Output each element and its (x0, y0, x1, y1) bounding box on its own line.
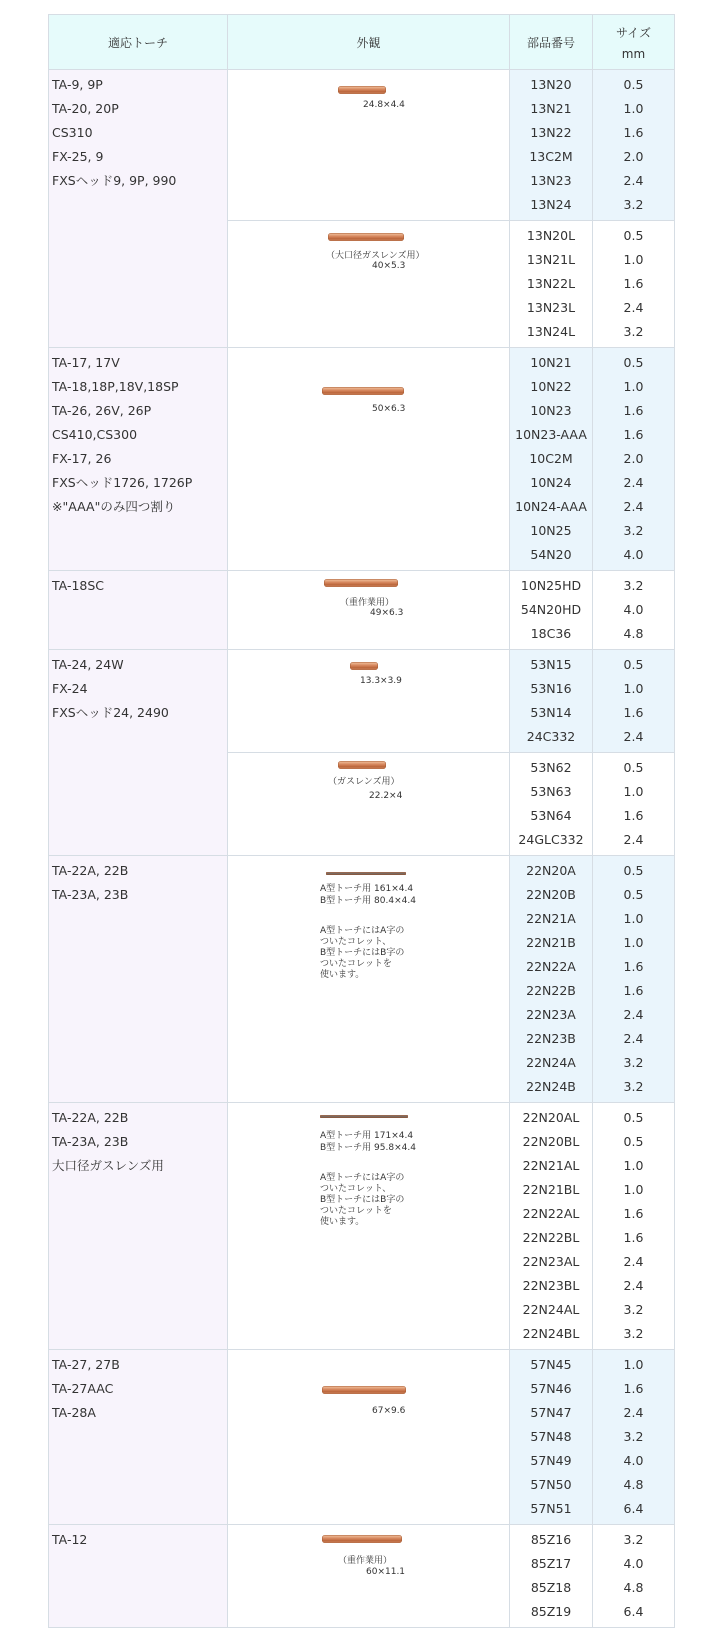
collet-figure (228, 650, 509, 752)
part-number: 85Z19 (530, 1604, 572, 1619)
dimension-caption: 40×5.3 (372, 261, 406, 271)
size-value: 2.4 (623, 475, 644, 490)
part-number: 57N47 (530, 1405, 572, 1420)
usage-note: ついたコレット、 (320, 937, 392, 947)
part-number: 10N24 (530, 475, 572, 490)
size-value: 1.6 (623, 1230, 644, 1245)
torch-model: TA-12 (52, 1532, 88, 1547)
torch-model: 大口径ガスレンズ用 (52, 1158, 164, 1173)
size-value: 1.6 (623, 808, 644, 823)
part-number: 57N50 (530, 1477, 572, 1492)
part-number: 57N48 (530, 1429, 572, 1444)
size-value: 2.0 (623, 149, 644, 164)
size-value: 2.4 (623, 1031, 644, 1046)
table-row (49, 1103, 675, 1350)
collet-image (326, 872, 406, 875)
appearance-cell (228, 753, 510, 856)
part-number: 13N22 (530, 125, 572, 140)
size-value: 2.4 (623, 499, 644, 514)
size-cell (593, 221, 675, 348)
collet-table (48, 14, 675, 1628)
table-row (49, 856, 675, 1103)
size-cell (593, 1525, 675, 1628)
table-row (49, 70, 675, 221)
size-value: 1.6 (623, 1381, 644, 1396)
size-value: 2.4 (623, 1254, 644, 1269)
part-number: 57N49 (530, 1453, 572, 1468)
dimension-caption: 22.2×4 (369, 791, 403, 801)
usage-caption: （大口径ガスレンズ用） (326, 251, 425, 261)
collet-image (324, 579, 398, 587)
part-number: 53N62 (530, 760, 572, 775)
collet-image (328, 233, 404, 241)
torch-model: TA-23A, 23B (52, 1134, 129, 1149)
part-number: 54N20 (530, 547, 572, 562)
part-number: 57N45 (530, 1357, 572, 1372)
usage-caption: （ガスレンズ用） (328, 777, 400, 787)
part-number: 13N24L (526, 324, 576, 339)
collet-image (320, 1115, 408, 1118)
usage-note: B型トーチにはB字の (320, 1195, 405, 1205)
size-value: 4.0 (623, 602, 644, 617)
usage-note: A型トーチにはA字の (320, 1173, 405, 1183)
size-value: 2.4 (623, 1007, 644, 1022)
torch-model: TA-24, 24W (52, 657, 124, 672)
torch-model: FXSヘッド9, 9P, 990 (52, 173, 177, 188)
part-number: 22N20A (526, 863, 576, 878)
torch-model: ※"AAA"のみ四つ割り (52, 499, 176, 514)
dimension-caption: 60×11.1 (366, 1567, 406, 1577)
appearance-cell (228, 1103, 510, 1350)
size-value: 3.2 (623, 1055, 644, 1070)
appearance-cell (228, 1525, 510, 1628)
collet-figure (228, 856, 509, 1102)
torch-cell (49, 70, 228, 348)
size-value: 6.4 (623, 1501, 644, 1516)
part-number: 22N24AL (522, 1302, 580, 1317)
part-number: 85Z18 (530, 1580, 572, 1595)
size-value: 1.0 (623, 1182, 644, 1197)
part-number: 57N51 (530, 1501, 572, 1516)
collet-figure (228, 571, 509, 649)
part-number: 13N22L (526, 276, 576, 291)
part-number-cell (510, 348, 593, 571)
collet-image (350, 662, 378, 670)
torch-cell (49, 650, 228, 856)
size-value: 1.6 (623, 125, 644, 140)
part-number-cell (510, 856, 593, 1103)
torch-model: TA-17, 17V (52, 355, 120, 370)
size-value: 2.4 (623, 832, 644, 847)
part-number: 13N23 (530, 173, 572, 188)
size-value: 6.4 (623, 1604, 644, 1619)
usage-note: A型トーチにはA字の (320, 926, 405, 936)
part-number-cell (510, 1103, 593, 1350)
part-number: 22N22B (526, 983, 576, 998)
torch-cell (49, 856, 228, 1103)
size-value: 4.0 (623, 1453, 644, 1468)
part-number: 22N24BL (522, 1326, 580, 1341)
size-value: 3.2 (623, 324, 644, 339)
size-value: 1.6 (623, 276, 644, 291)
size-cell (593, 571, 675, 650)
size-value: 0.5 (623, 228, 644, 243)
size-value: 1.6 (623, 959, 644, 974)
part-number: 10N21 (530, 355, 572, 370)
usage-note: 使います。 (320, 1217, 365, 1227)
collet-image (338, 761, 386, 769)
part-number: 22N24B (526, 1079, 576, 1094)
dimension-caption: 13.3×3.9 (360, 676, 402, 686)
size-value: 3.2 (623, 578, 644, 593)
size-value: 1.6 (623, 705, 644, 720)
size-value: 3.2 (623, 197, 644, 212)
table-row (49, 650, 675, 753)
size-value: 1.0 (623, 784, 644, 799)
size-cell (593, 1103, 675, 1350)
torch-model: FX-25, 9 (52, 149, 104, 164)
size-value: 3.2 (623, 1302, 644, 1317)
dimension-caption: 50×6.3 (372, 404, 406, 414)
dimension-caption: B型トーチ用 80.4×4.4 (320, 896, 416, 906)
header-look: 外観 (228, 15, 510, 70)
size-value: 4.8 (623, 1477, 644, 1492)
part-number: 53N15 (530, 657, 572, 672)
part-number: 53N14 (530, 705, 572, 720)
part-number: 57N46 (530, 1381, 572, 1396)
collet-figure (228, 1103, 509, 1349)
size-cell (593, 753, 675, 856)
size-value: 3.2 (623, 1079, 644, 1094)
size-value: 3.2 (623, 523, 644, 538)
table-row (49, 571, 675, 650)
size-cell (593, 1350, 675, 1525)
torch-model: TA-18SC (52, 578, 105, 593)
torch-cell (49, 348, 228, 571)
header-part: 部品番号 (510, 15, 593, 70)
part-number: 13N20L (526, 228, 576, 243)
size-value: 0.5 (623, 863, 644, 878)
appearance-cell (228, 348, 510, 571)
part-number: 22N21AL (522, 1158, 580, 1173)
part-number: 53N64 (530, 808, 572, 823)
size-value: 1.0 (623, 252, 644, 267)
size-value: 2.0 (623, 451, 644, 466)
part-number: 13N23L (526, 300, 576, 315)
usage-caption: （重作業用） (338, 1556, 393, 1566)
torch-cell (49, 1103, 228, 1350)
torch-model: FX-24 (52, 681, 88, 696)
dimension-caption: B型トーチ用 95.8×4.4 (320, 1143, 416, 1153)
part-number: 13N21 (530, 101, 572, 116)
appearance-cell (228, 650, 510, 753)
appearance-cell (228, 1350, 510, 1525)
size-value: 2.4 (623, 1405, 644, 1420)
size-cell (593, 650, 675, 753)
size-value: 1.0 (623, 379, 644, 394)
size-value: 1.6 (623, 403, 644, 418)
table-row (49, 1525, 675, 1628)
size-value: 4.0 (623, 1556, 644, 1571)
torch-model: CS410,CS300 (52, 427, 138, 442)
part-number: 10N22 (530, 379, 572, 394)
usage-note: ついたコレットを (320, 1206, 392, 1216)
part-number: 13N20 (530, 77, 572, 92)
part-number: 22N21A (526, 911, 576, 926)
dimension-caption: A型トーチ用 161×4.4 (320, 884, 414, 894)
part-number: 24C332 (526, 729, 576, 744)
size-value: 0.5 (623, 657, 644, 672)
size-value: 0.5 (623, 1110, 644, 1125)
part-number: 13C2M (529, 149, 573, 164)
size-value: 2.4 (623, 173, 644, 188)
size-value: 1.0 (623, 935, 644, 950)
part-number: 10N25HD (520, 578, 582, 593)
size-value: 3.2 (623, 1532, 644, 1547)
torch-model: TA-22A, 22B (52, 863, 129, 878)
part-number: 85Z16 (530, 1532, 572, 1547)
size-value: 1.6 (623, 427, 644, 442)
torch-model: TA-23A, 23B (52, 887, 129, 902)
size-value: 4.8 (623, 1580, 644, 1595)
part-number: 10C2M (529, 451, 573, 466)
appearance-cell (228, 571, 510, 650)
size-value: 1.0 (623, 681, 644, 696)
size-cell (593, 348, 675, 571)
size-value: 0.5 (623, 887, 644, 902)
collet-image (338, 86, 386, 94)
appearance-cell (228, 221, 510, 348)
header-row (49, 15, 675, 70)
collet-image (322, 387, 404, 395)
size-value: 2.4 (623, 729, 644, 744)
appearance-cell (228, 70, 510, 221)
header-torch: 適応トーチ (49, 15, 228, 70)
torch-model: TA-22A, 22B (52, 1110, 129, 1125)
part-number: 22N22A (526, 959, 576, 974)
header-size-unit: mm (621, 46, 646, 61)
dimension-caption: A型トーチ用 171×4.4 (320, 1131, 414, 1141)
part-number-cell (510, 221, 593, 348)
dimension-caption: 67×9.6 (372, 1406, 406, 1416)
collet-figure (228, 348, 509, 570)
torch-model: TA-27AAC (52, 1381, 114, 1396)
part-number: 22N23AL (522, 1254, 580, 1269)
usage-note: B型トーチにはB字の (320, 948, 405, 958)
part-number: 22N22AL (522, 1206, 580, 1221)
part-number: 22N23A (526, 1007, 576, 1022)
size-value: 1.0 (623, 101, 644, 116)
size-value: 2.4 (623, 300, 644, 315)
size-value: 1.0 (623, 1158, 644, 1173)
table-row (49, 1350, 675, 1525)
part-number: 53N16 (530, 681, 572, 696)
collet-image (322, 1386, 406, 1394)
part-number-cell (510, 650, 593, 753)
part-number-cell (510, 70, 593, 221)
size-cell (593, 856, 675, 1103)
part-number-cell (510, 1525, 593, 1628)
size-value: 1.0 (623, 911, 644, 926)
size-value: 0.5 (623, 355, 644, 370)
part-number: 24GLC332 (518, 832, 584, 847)
part-number: 22N20B (526, 887, 576, 902)
header-size (593, 15, 675, 70)
part-number: 10N23-AAA (515, 427, 587, 442)
part-number: 22N23B (526, 1031, 576, 1046)
part-number: 22N20AL (522, 1110, 580, 1125)
torch-model: CS310 (52, 125, 93, 140)
torch-model: TA-28A (52, 1405, 96, 1420)
part-number: 22N22BL (522, 1230, 580, 1245)
torch-model: TA-26, 26V, 26P (52, 403, 152, 418)
dimension-caption: 24.8×4.4 (363, 100, 405, 110)
table-row (49, 348, 675, 571)
torch-model: TA-20, 20P (52, 101, 119, 116)
part-number-cell (510, 753, 593, 856)
usage-note: ついたコレットを (320, 959, 392, 969)
torch-model: FX-17, 26 (52, 451, 112, 466)
part-number: 18C36 (530, 626, 572, 641)
part-number-cell (510, 571, 593, 650)
torch-cell (49, 1525, 228, 1628)
part-number: 22N20BL (522, 1134, 580, 1149)
torch-model: TA-9, 9P (52, 77, 103, 92)
part-number: 85Z17 (530, 1556, 572, 1571)
size-value: 1.6 (623, 983, 644, 998)
usage-caption: （重作業用） (340, 598, 395, 608)
part-number: 13N21L (526, 252, 576, 267)
part-number: 22N23BL (522, 1278, 580, 1293)
dimension-caption: 49×6.3 (370, 608, 404, 618)
part-number: 22N21B (526, 935, 576, 950)
torch-model: FXSヘッド24, 2490 (52, 705, 169, 720)
size-value: 0.5 (623, 1134, 644, 1149)
collet-figure (228, 70, 509, 220)
size-cell (593, 70, 675, 221)
collet-image (322, 1535, 402, 1543)
part-number: 10N25 (530, 523, 572, 538)
size-value: 1.0 (623, 1357, 644, 1372)
torch-cell (49, 571, 228, 650)
size-value: 4.8 (623, 626, 644, 641)
size-value: 1.6 (623, 1206, 644, 1221)
torch-model: TA-27, 27B (52, 1357, 120, 1372)
part-number: 13N24 (530, 197, 572, 212)
part-number: 22N21BL (522, 1182, 580, 1197)
torch-model: TA-18,18P,18V,18SP (52, 379, 179, 394)
collet-figure (228, 1350, 509, 1524)
part-number: 10N24-AAA (515, 499, 587, 514)
usage-note: 使います。 (320, 970, 365, 980)
collet-figure (228, 1525, 509, 1627)
collet-figure (228, 753, 509, 855)
part-number: 10N23 (530, 403, 572, 418)
torch-cell (49, 1350, 228, 1525)
part-number-cell (510, 1350, 593, 1525)
part-number: 22N24A (526, 1055, 576, 1070)
header-size-label: サイズ (615, 25, 652, 40)
part-number: 53N63 (530, 784, 572, 799)
size-value: 3.2 (623, 1326, 644, 1341)
part-number: 54N20HD (520, 602, 582, 617)
size-value: 0.5 (623, 77, 644, 92)
size-value: 4.0 (623, 547, 644, 562)
size-value: 0.5 (623, 760, 644, 775)
appearance-cell (228, 856, 510, 1103)
usage-note: ついたコレット、 (320, 1184, 392, 1194)
collet-figure (228, 221, 509, 347)
size-value: 2.4 (623, 1278, 644, 1293)
torch-model: FXSヘッド1726, 1726P (52, 475, 193, 490)
size-value: 3.2 (623, 1429, 644, 1444)
